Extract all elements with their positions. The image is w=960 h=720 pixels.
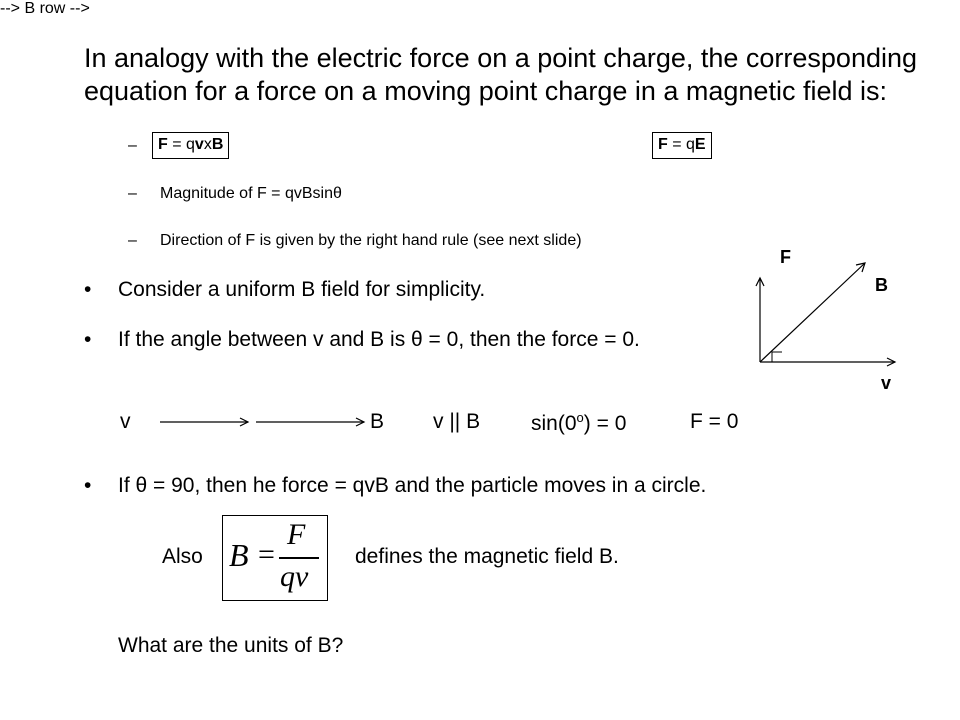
diagram-b-label: B: [875, 275, 888, 295]
formula-equals: =: [258, 538, 275, 571]
bullet-marker: •: [84, 278, 92, 301]
parallel-arrows: [158, 412, 368, 432]
dash-marker: –: [128, 232, 137, 249]
direction-text: Direction of F is given by the right hand rule (see next slide): [160, 232, 582, 249]
sub-item-magnitude: [128, 185, 342, 203]
intro-paragraph: In analogy with the electric force on a point charge, the corresponding equation for a force on a moving point charge in a magnetic field is:: [84, 43, 918, 106]
magnitude-text: Magnitude of F = qvBsinθ: [160, 185, 342, 202]
bullet-marker: •: [84, 474, 92, 497]
also-label: Also: [162, 545, 203, 568]
bullet-uniform-text: Consider a uniform B field for simplicity.: [118, 278, 486, 301]
bullet-angle-zero-text: If the angle between v and B is θ = 0, then the force = 0.: [118, 328, 640, 351]
fraction-bar: [279, 557, 319, 559]
dash-marker: –: [128, 185, 137, 202]
parallel-v-label: v: [120, 410, 131, 433]
bullet-angle-zero: [84, 328, 640, 352]
right-angle-mark: [772, 352, 782, 362]
formula-denominator: qv: [280, 560, 309, 593]
force-zero: F = 0: [690, 410, 739, 433]
parallel-b-label: B: [370, 410, 385, 433]
field-formula-box: [222, 515, 328, 601]
magnetic-force-formula: F = qvxB: [152, 132, 229, 159]
parallel-relation: v || B: [433, 410, 481, 433]
sub-item-force-equation: [128, 137, 137, 155]
dash-marker: –: [128, 137, 137, 154]
formula-numerator: F: [287, 518, 306, 551]
electric-force-formula: F = qE: [652, 132, 712, 159]
vector-diagram: [750, 250, 930, 400]
bullet-angle-90: [84, 474, 707, 498]
formula-lhs: B: [229, 537, 249, 573]
diagram-f-label: F: [780, 247, 791, 267]
bullet-angle-90-text: If θ = 90, then he force = qvB and the particle moves in a circle.: [118, 474, 707, 497]
sine-expression: $\sin(0^o) = 0$: [531, 410, 627, 435]
bullet-marker: •: [84, 328, 92, 351]
defines-text: defines the magnetic field B.: [355, 545, 619, 568]
units-question: What are the units of B?: [118, 634, 344, 657]
b-vector: [760, 263, 865, 362]
sub-item-direction: [128, 232, 582, 250]
bullet-uniform: [84, 278, 486, 302]
diagram-v-label: v: [881, 373, 892, 393]
